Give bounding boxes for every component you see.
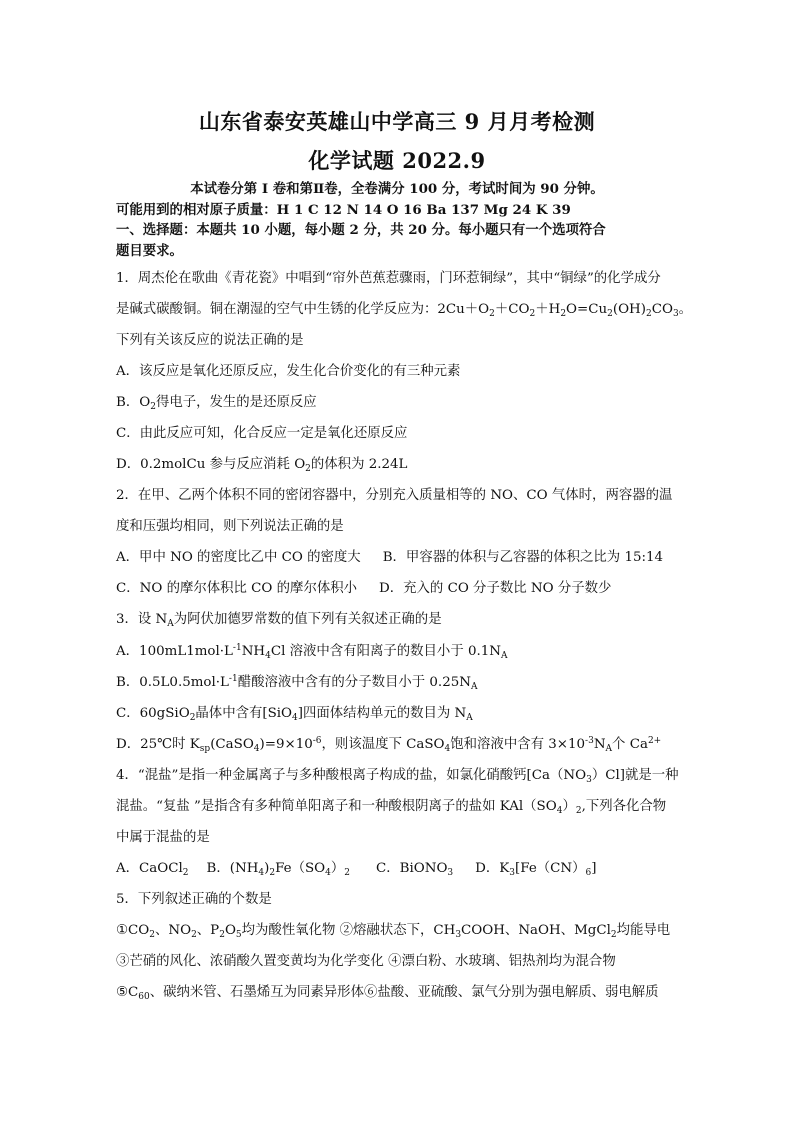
q4-option-c: C．BiONO$_3$ — [375, 861, 454, 878]
q1-stem-line2: 是碱式碳酸铜。铜在潮湿的空气中生锈的化学反应为：$2Cu+O_2+CO_2+H_2O=Cu_2(OH)_2CO_3$。 — [116, 302, 693, 319]
q1-stem-line1: 1．周杰伦在歌曲《青花瓷》中唱到“帘外芭蕉惹骤雨，门环惹铜绿”，其中“铜绿”的化学成分 — [116, 271, 661, 286]
q5-statements-1-2: $①CO_2$、$NO_2$、$P_2O_5$均为酸性氧化物 ②熔融状态下，$CH_3COOH$、NaOH、MgCl$_2$均能导电 — [116, 923, 671, 940]
q2-stem-line1: 2．在甲、乙两个体积不同的密闭容器中，分别充入质量相等的 NO、CO 气体时，两容器的温 — [116, 488, 673, 503]
q2-option-b: B．甲容器的体积与乙容器的体积之比为 15:14 — [382, 550, 664, 565]
q4-stem-line1: 4．“混盐”是指一种金属离子与多种酸根离子构成的盐，如氯化硝酸钙$[Ca(NO_3)Cl]$就是一种 — [116, 768, 679, 785]
q2-stem-line2: 度和压强均相同，则下列说法正确的是 — [116, 519, 344, 534]
q1-option-a: A．该反应是氧化还原反应，发生化合价变化的有三种元素 — [116, 364, 461, 379]
q1-option-b: B．$O_2$得电子，发生的是还原反应 — [116, 395, 317, 412]
atomic-masses: 可能用到的相对原子质量：H 1 C 12 N 14 O 16 Ba 137 Mg 24 K 39 — [116, 202, 571, 218]
q1-stem-line3: 下列有关该反应的说法正确的是 — [116, 333, 304, 348]
page-title: 山东省泰安英雄山中学高三 9 月月考检测 — [198, 109, 596, 134]
q4-option-b: B．$(NH_4)_2Fe(SO_4)_2$ — [206, 861, 350, 878]
q5-statements-3-4: ③芒硝的风化、浓硝酸久置变黄均为化学变化 ④漂白粉、水玻璃、铝热剂均为混合物 — [116, 954, 616, 969]
q4-option-a: A．CaOCl$_2$ — [116, 861, 189, 878]
page-subtitle: 化学试题 2022.9 — [308, 148, 486, 173]
q3-option-a: A．$100mL1mol\cdot L^{-1}NH_4Cl$ 溶液中含有阳离子的数目小于 $0.1N_A$ — [116, 643, 508, 661]
q3-option-d: D．25℃时 $K_{sp}(CaSO_4)=9\times 10^{-6}$，则该温度下 CaSO$_4$饱和溶液中含有 $3\times 10^{-3}N_A$个 $Ca^{2+}$ — [116, 736, 662, 754]
q2-options-cd — [116, 580, 686, 598]
q3-stem: 3．设 $N_A$为阿伏加德罗常数的值下列有关叙述正确的是 — [116, 612, 442, 629]
q2-option-d: D．充入的 CO 分子数比 NO 分子数少 — [379, 581, 612, 596]
q4-options — [116, 860, 686, 878]
intro-text: 本试卷分第 I 卷和第Ⅱ卷，全卷满分 100 分，考试时间为 90 分钟。 — [190, 181, 604, 197]
q2-options-ab — [116, 549, 686, 567]
q5-statements-5-6: $⑤C_{60}$、碳纳米管、石墨烯互为同素异形体⑥盐酸、亚硫酸、氯气分别为强电解质、弱电解质 — [116, 985, 659, 1002]
q2-option-a: A．甲中 NO 的密度比乙中 CO 的密度大 — [116, 550, 361, 565]
q4-stem-line2: 混盐。“复盐 ”是指含有多种简单阳离子和一种酸根阴离子的盐如 $KAl(SO_4)_2$,下列各化合物 — [116, 799, 667, 816]
section-heading-cont: 题目要求。 — [116, 243, 183, 259]
q3-option-b: B．$0.5L0.5mol\cdot L^{-1}$醋酸溶液中含有的分子数目小于 $0.25N_A$ — [116, 674, 478, 692]
q5-stem: 5．下列叙述正确的个数是 — [116, 892, 272, 907]
q4-stem-line3: 中属于混盐的是 — [116, 830, 210, 845]
q1-option-d: D．0.2molCu 参与反应消耗 $O_2$的体积为 2.24L — [116, 457, 408, 474]
q3-option-c: C．60gSiO$_2$晶体中含有[SiO$_4$]四面体结构单元的数目为 $N_A$ — [116, 706, 473, 723]
q2-option-c: C．NO 的摩尔体积比 CO 的摩尔体积小 — [116, 581, 358, 596]
section-heading: 一、选择题：本题共 10 小题，每小题 2 分，共 20 分。每小题只有一个选项符合 — [116, 222, 606, 238]
q4-option-d: D．$K_3[Fe(CN)_6]$ — [475, 861, 597, 878]
q1-option-c: C．由此反应可知，化合反应一定是氧化还原反应 — [116, 426, 408, 441]
